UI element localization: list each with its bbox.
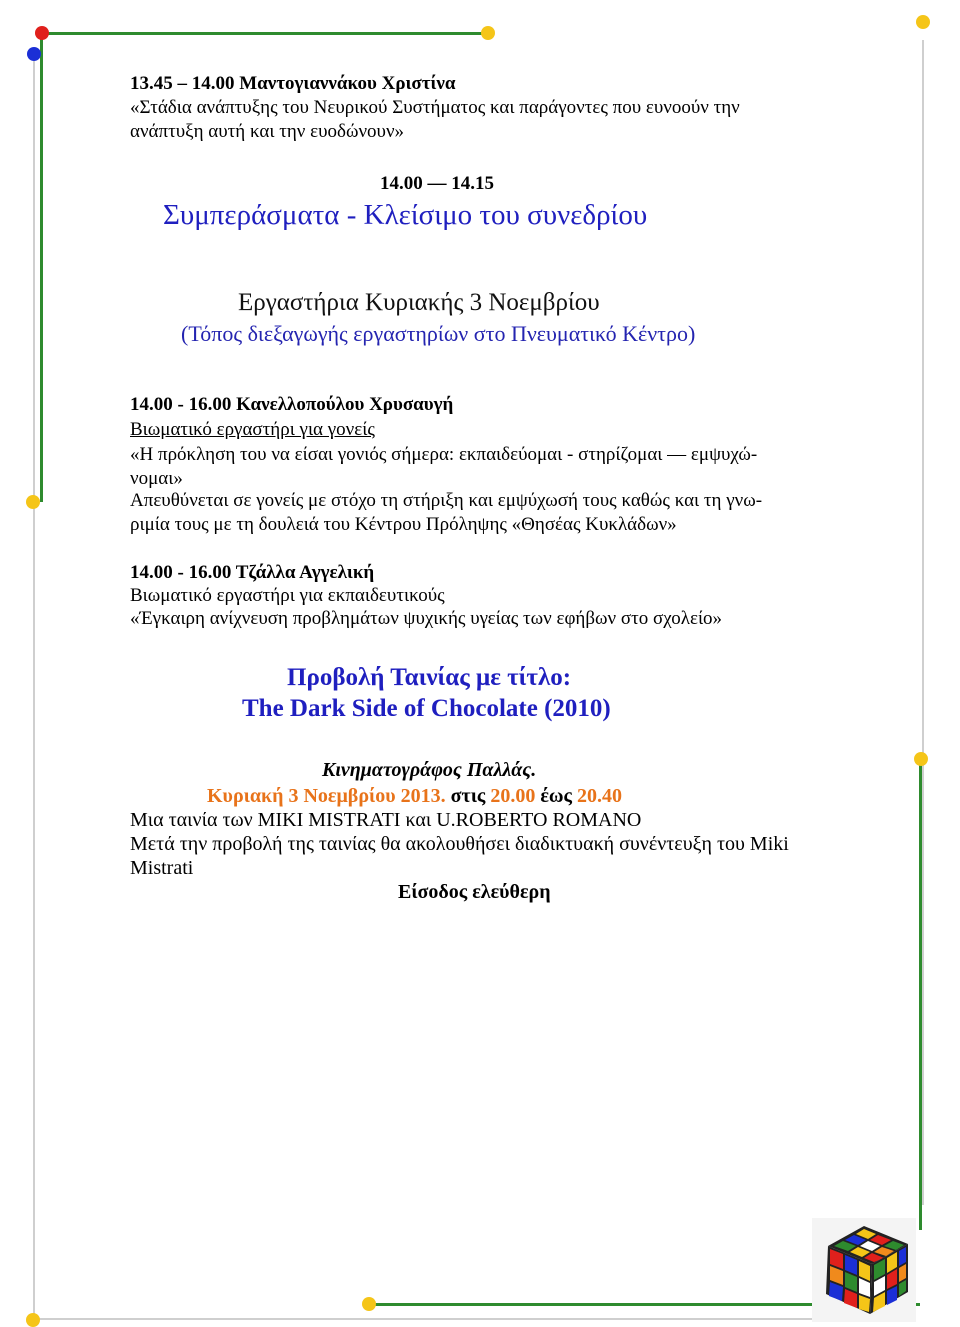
- session1-title-line1: «Στάδια ανάπτυξης του Νευρικού Συστήματος και παράγοντες που ευνοούν την: [130, 97, 740, 118]
- right-bottom-green-line: [919, 760, 922, 1230]
- workshops-heading: Εργαστήρια Κυριακής 3 Νοεμβρίου: [238, 289, 600, 316]
- session1-time-name: 13.45 – 14.00 Μαντογιαννάκου Χριστίνα: [130, 73, 456, 94]
- film-heading-line1: Προβολή Ταινίας με τίτλο:: [287, 664, 572, 691]
- yellow-dot-right-mid: [914, 752, 928, 766]
- yellow-dot-top: [481, 26, 495, 40]
- bottom-gray-line: [33, 1318, 853, 1320]
- rubiks-cube-svg: [812, 1218, 916, 1322]
- workshop1-desc-line2: ριμία τους με τη δουλειά του Κέντρου Πρόληψης «Θησέας Κυκλάδων»: [130, 514, 677, 535]
- left-green-line: [40, 32, 43, 502]
- film-date-end: 20.40: [576, 785, 622, 807]
- left-gray-line: [33, 55, 35, 1320]
- workshop2-title: «Έγκαιρη ανίχνευση προβλημάτων ψυχικής υγείας των εφήβων στο σχολείο»: [130, 608, 723, 629]
- film-date-day: Κυριακή 3 Νοεμβρίου 2013.: [207, 785, 446, 807]
- film-heading-line2: The Dark Side of Chocolate (2010): [242, 695, 611, 722]
- workshops-subheading: (Τόπος διεξαγωγής εργαστηρίων στο Πνευματικό Κέντρο): [181, 321, 696, 346]
- yellow-dot-left-bottom: [26, 1313, 40, 1327]
- film-date: [207, 784, 622, 808]
- yellow-dot-right-top: [916, 15, 930, 29]
- yellow-dot-left-mid: [26, 495, 40, 509]
- film-date-start: 20.00: [490, 785, 536, 807]
- workshop2-time-name: 14.00 - 16.00 Τζάλλα Αγγελική: [130, 562, 375, 583]
- workshop1-desc-line1: Απευθύνεται σε γονείς με στόχο τη στήριξη και εμψύχωσή τους καθώς και τη γνω-: [130, 490, 763, 511]
- yellow-dot-bottom: [362, 1297, 376, 1311]
- film-note-line2: Mistrati: [130, 857, 194, 879]
- film-date-at: στις: [445, 785, 491, 807]
- workshop1-title-line2: νομαι»: [130, 468, 183, 489]
- closing-title: Συμπεράσματα - Κλείσιμο του συνεδρίου: [163, 199, 648, 231]
- film-venue: Κινηματογράφος Παλλάς.: [322, 759, 537, 781]
- workshop1-title-line1: «Η πρόκληση του να είσαι γονιός σήμερα: εκπαιδεύομαι - στηρίζομαι — εμψυχώ-: [130, 444, 758, 465]
- session1-title-line2: ανάπτυξη αυτή και την ευοδώνουν»: [130, 121, 405, 142]
- workshop2-type: Βιωματικό εργαστήρι για εκπαιδευτικούς: [130, 585, 445, 606]
- workshop1-time-name: 14.00 - 16.00 Κανελλοπούλου Χρυσαυγή: [130, 394, 454, 415]
- film-note-line1: Μετά την προβολή της ταινίας θα ακολουθήσει διαδικτυακή συνέντευξη του Miki: [130, 833, 789, 855]
- film-entry: Είσοδος ελεύθερη: [398, 881, 551, 903]
- top-green-line: [40, 32, 488, 35]
- blue-dot: [27, 47, 41, 61]
- red-dot: [35, 26, 49, 40]
- film-directors: Μια ταινία των MIKI MISTRATI και U.ROBERTO ROMANO: [130, 809, 642, 831]
- right-gray-line: [922, 40, 924, 1205]
- workshop1-type: Βιωματικό εργαστήρι για γονείς: [130, 419, 375, 440]
- closing-time: 14.00 — 14.15: [380, 173, 494, 194]
- film-date-until: έως: [535, 785, 577, 807]
- rubiks-cube-icon: [812, 1218, 916, 1322]
